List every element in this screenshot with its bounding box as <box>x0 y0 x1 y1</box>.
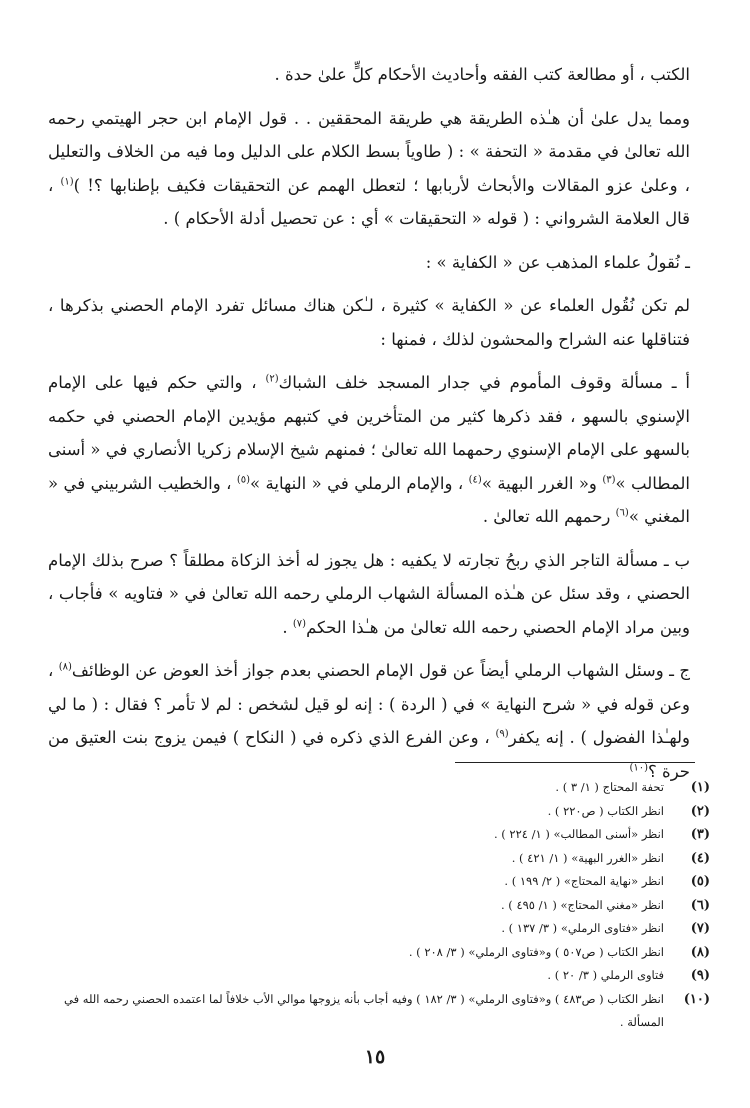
footnote-marker: (٦) <box>615 507 629 519</box>
footnote-text: انظر «نهاية المحتاج» ( ٢/ ١٩٩ ) . <box>504 874 664 888</box>
footnote-item <box>48 917 710 941</box>
footnote-marker: (٩) <box>495 728 509 740</box>
footnote-number: (٤) <box>690 850 710 866</box>
footnote-item <box>48 847 710 871</box>
footnote-text: انظر «الغرر البهية» ( ١/ ٤٢١ ) . <box>511 850 664 865</box>
paragraph-text: الكتب ، أو مطالعة كتب الفقه وأحاديث الأحكام كلٍّ علىٰ حدة . <box>274 65 690 84</box>
footnote-marker: (٣) <box>602 474 616 485</box>
paragraph-1 <box>48 58 690 92</box>
paragraph-text: ، وعن الفرع الذي ذكره في ( النكاح ) فيمن يزوج بنت العتيق من حرة ؟ <box>48 728 690 781</box>
footnote-marker: (١٠) <box>629 762 649 773</box>
footnote-text: انظر الكتاب ( ص٥٠٧ ) و«فتاوى الرملي» ( ٣/ ٢٠٨ ) . <box>408 944 664 959</box>
footnote-item <box>48 870 710 894</box>
footnote-marker: (١) <box>60 176 74 187</box>
footnote-text: انظر «أسنى المطالب» ( ١/ ٢٢٤ ) . <box>493 827 664 841</box>
paragraph-text: ، والإمام الرملي في « النهاية » <box>250 473 464 493</box>
main-text <box>48 58 690 788</box>
footnote-text: تحفة المحتاج ( ١/ ٣ ) . <box>555 780 664 794</box>
footnote-number: (٧) <box>690 921 710 936</box>
footnote-text: انظر الكتاب ( ص٢٢٠ ) . <box>547 803 664 818</box>
footnote-marker: (٧) <box>292 618 307 629</box>
paragraph-text: ج ـ وسئل الشهاب الرملي أيضاً عن قول الإمام الحصني بعدم جواز أخذ العوض عن الوظائف <box>71 661 690 680</box>
footnote-text: انظر «فتاوى الرملي» ( ٣/ ١٣٧ ) . <box>501 921 664 935</box>
paragraph-7 <box>48 654 690 788</box>
paragraph-text: لم تكن نُقُول العلماء عن « الكفاية » كثيرة ، لـٰكن هناك مسائل تفرد الإمام الحصني بذكرها ، فتناقلها عنه الشراح والمحشون لذلك ، فمنها : <box>48 296 690 349</box>
paragraph-6 <box>48 544 690 645</box>
footnote-marker: (٢) <box>265 373 279 385</box>
footnote-marker: (٨) <box>58 661 72 673</box>
footnote-number: (١٠) <box>683 991 710 1007</box>
paragraph-text: ب ـ مسألة التاجر الذي ربحُ تجارته لا يكفيه : هل يجوز له أخذ الزكاة مطلقاً ؟ صرح بذلك الإمام الحصني ، وقد سئل عن هـٰذه المسألة الشهاب الرملي رحمه الله تعالىٰ في « فتاويه » فأجاب ، وبين مراد الإمام الحصني رحمه الله تعالىٰ من هـٰذا الحكم <box>48 550 690 637</box>
paragraph-text: ومما يدل علىٰ أن هـٰذه الطريقة هي طريقة المحققين . . قول الإمام ابن حجر الهيتمي رحمه الله تعالىٰ في مقدمة « التحفة » : ( طاوياً بسط الكلام على الدليل وما فيه من الخلاف والتعليل ، وعلىٰ عزو المقالات والأبحاث لأربابها ؛ لتعطل الهمم عن التحقيقات فكيف بإطنابها ؟! ) <box>48 108 690 195</box>
footnote-number: (٥) <box>690 874 710 889</box>
footnote-item <box>48 964 710 988</box>
paragraph-text: ، قال العلامة الشرواني : ( قوله « التحقيقات » أي : عن تحصيل أدلة الأحكام ) . <box>48 175 690 228</box>
paragraph-text: ، وعن قوله في « شرح النهاية » في ( الردة ) : إنه لو قيل لشخص : لم لا تأمر ؟ فقال : ( ما لي ولهـٰذا الفضول ) . إنه يكفر <box>48 661 690 747</box>
paragraph-text: رحمهم الله تعالىٰ . <box>482 507 611 526</box>
footnote-number: (٣) <box>690 827 710 842</box>
footnote-number: (٢) <box>690 803 710 819</box>
footnote-number: (١) <box>690 780 710 795</box>
footnote-item <box>48 988 710 1035</box>
paragraph-text: ، والتي حكم فيها على الإمام الإسنوي بالسهو ، فقد ذكرها كثير من المتأخرين في كتبهم مؤيدين الإمام الحصني في حكمه بالسهو على الإمام الإسنوي رحمهما الله تعالىٰ ؛ فمنهم شيخ الإسلام زكريا الأنصاري في « أسنى المطالب » <box>48 373 690 493</box>
footnote-text: انظر الكتاب ( ص٤٨٣ ) و«فتاوى الرملي» ( ٣/ ١٨٢ ) وفيه أجاب بأنه يزوجها موالي الأب خلافاً لما اعتمده الحصني رحمه الله في المسألة . <box>64 991 664 1029</box>
footnotes <box>48 776 710 1035</box>
footnote-number: (٦) <box>690 897 710 913</box>
footnote-item <box>48 941 710 965</box>
footnote-number: (٨) <box>690 944 710 960</box>
paragraph-text: ، والخطيب الشربيني في « المغني » <box>48 473 690 526</box>
footnote-marker: (٥) <box>236 474 251 485</box>
footnote-item <box>48 800 710 824</box>
footnote-text: انظر «مغني المحتاج» ( ١/ ٤٩٥ ) . <box>501 897 664 912</box>
footnote-text: فتاوى الرملي ( ٣/ ٢٠ ) . <box>547 968 664 982</box>
footnote-number: (٩) <box>690 968 710 983</box>
footnote-item <box>48 823 710 847</box>
footnote-item <box>48 894 710 918</box>
footnote-divider <box>455 762 695 763</box>
paragraph-text: و« الغرر البهية » <box>481 473 597 493</box>
paragraph-5 <box>48 366 690 534</box>
paragraph-text: . <box>282 617 288 637</box>
page-number: ١٥ <box>364 1046 386 1068</box>
section-heading <box>48 246 690 280</box>
paragraph-text: أ ـ مسألة وقوف المأموم في جدار المسجد خلف الشباك <box>278 373 691 392</box>
footnote-marker: (٤) <box>468 474 482 485</box>
paragraph-4 <box>48 289 690 356</box>
heading-text: ـ نُقولُ علماء المذهب عن « الكفاية » : <box>425 252 690 272</box>
paragraph-2 <box>48 102 690 236</box>
footnote-item <box>48 776 710 800</box>
